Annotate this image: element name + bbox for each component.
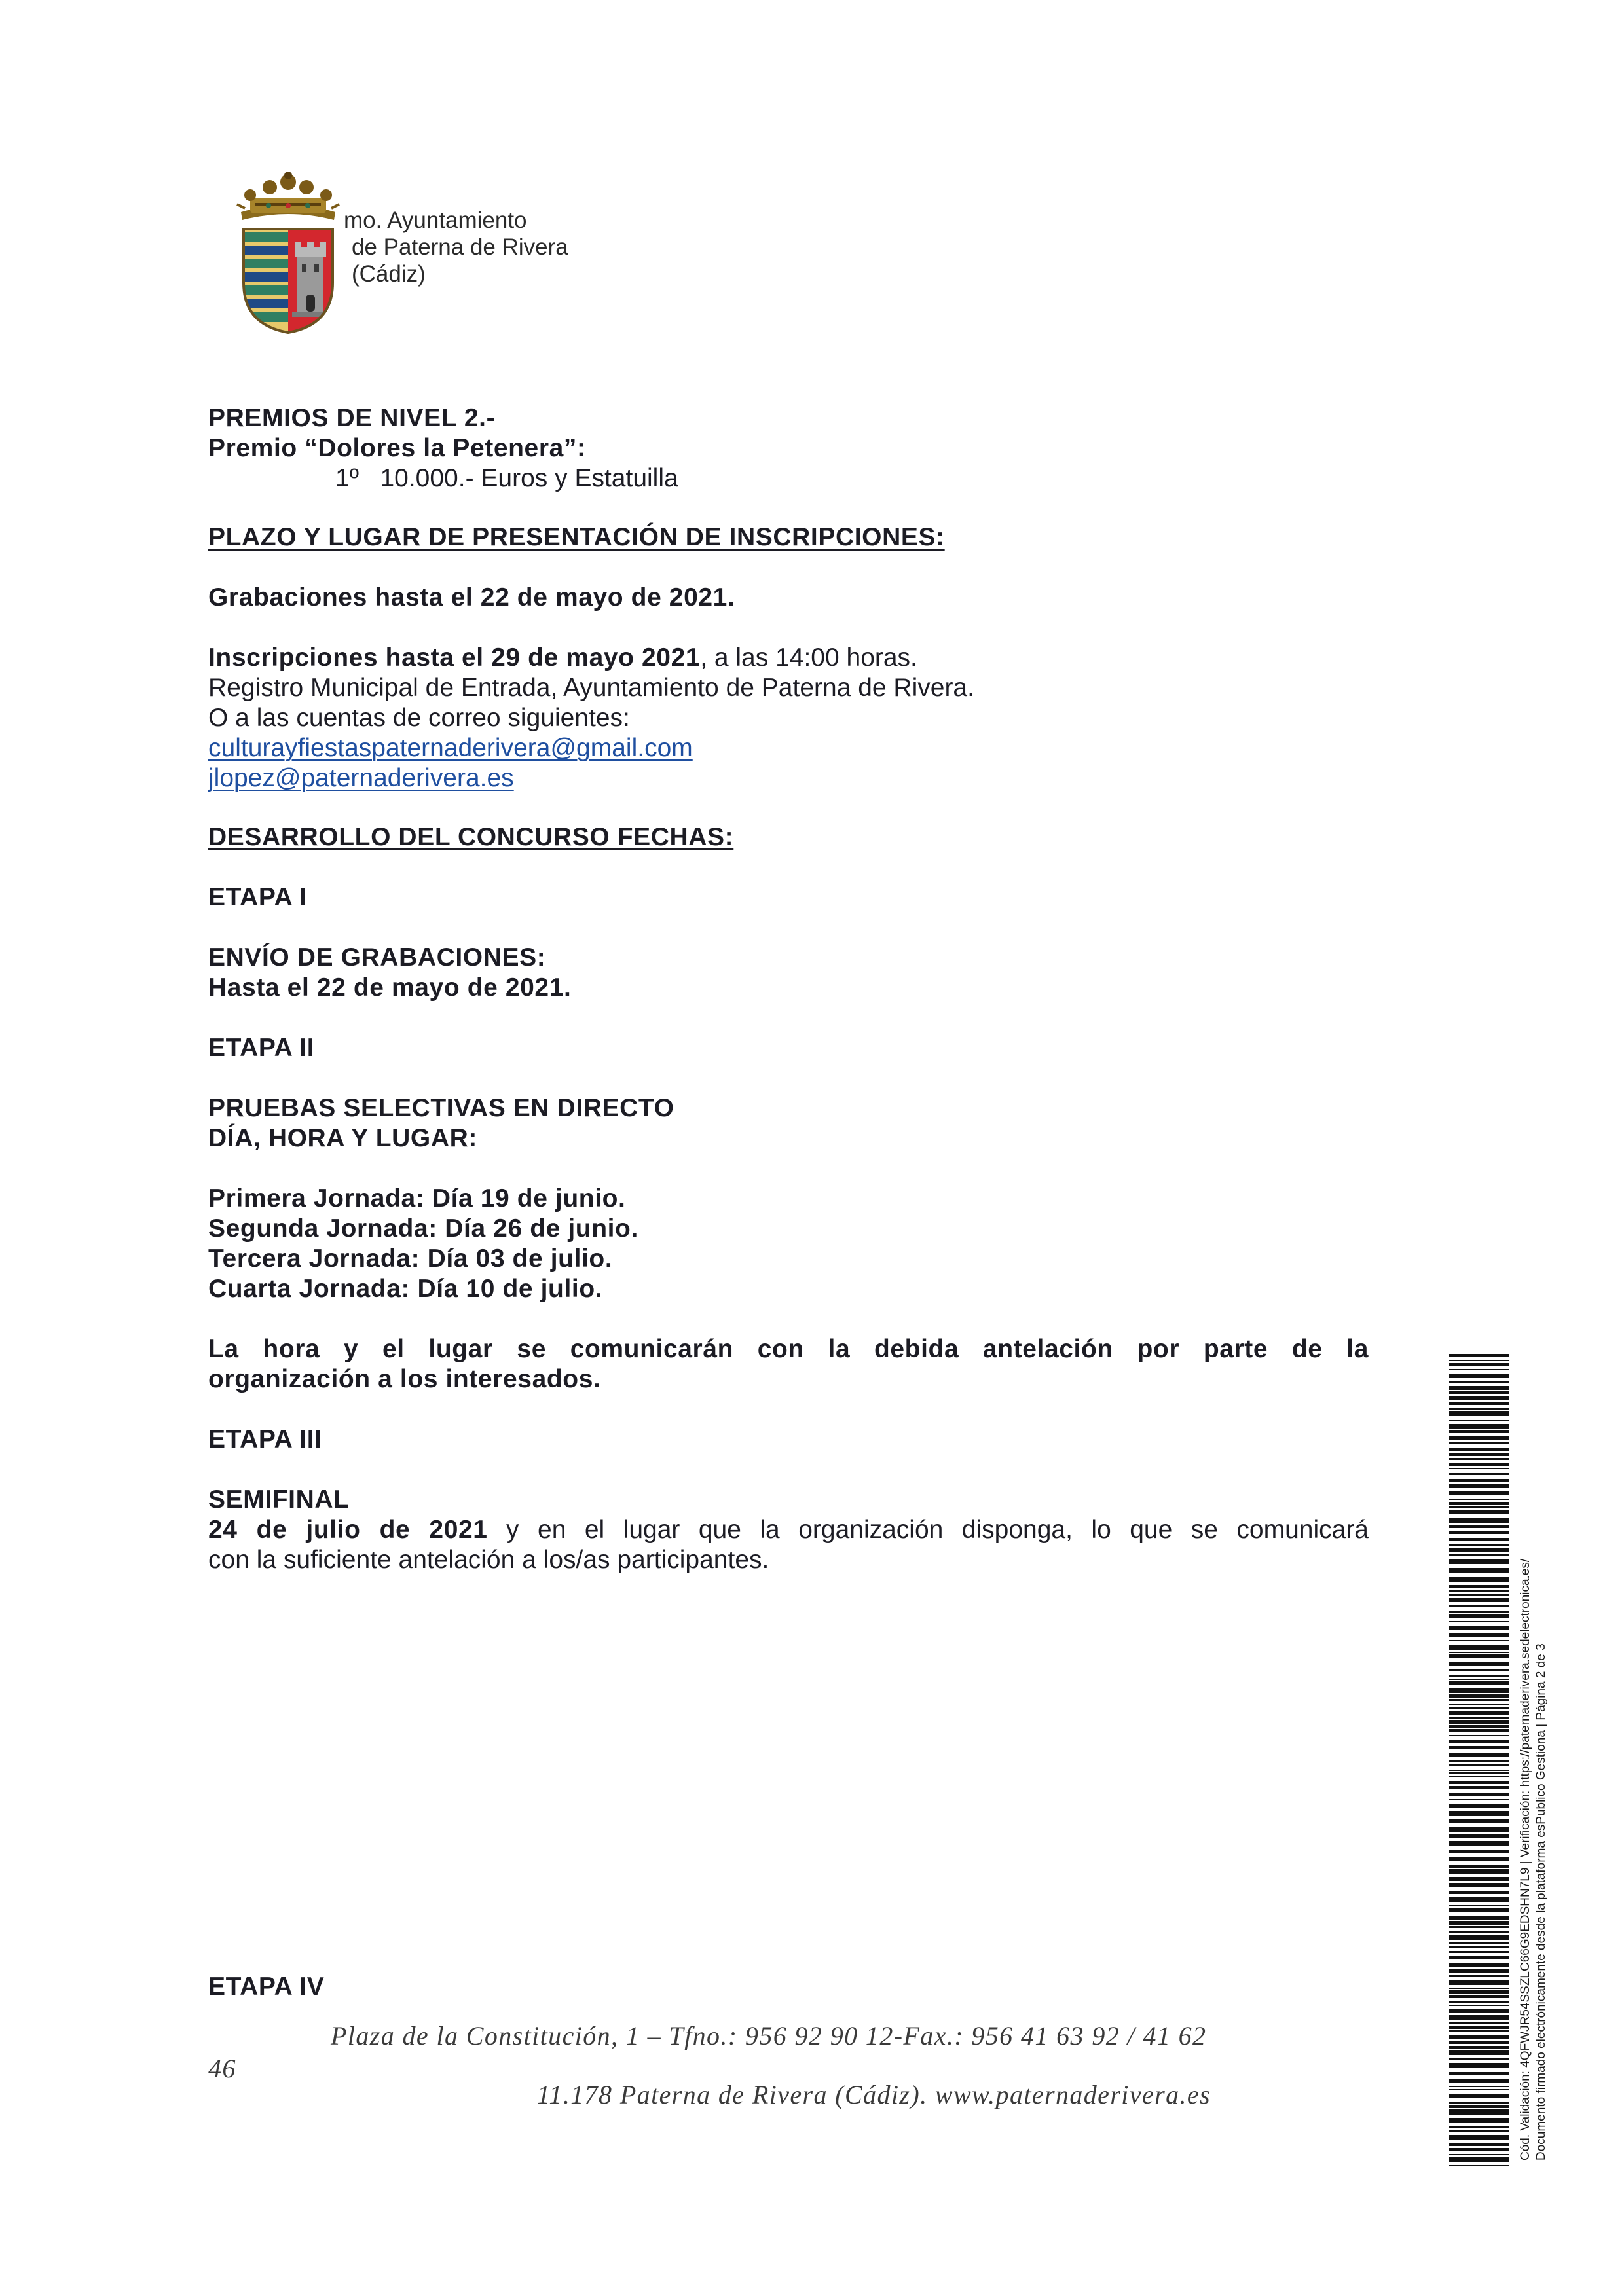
barcode-bar (1449, 1491, 1509, 1495)
barcode-bar (1449, 1675, 1509, 1677)
barcode-bar (1449, 1793, 1509, 1796)
barcode-bar (1449, 2001, 1509, 2003)
barcode-bar (1449, 1857, 1509, 1861)
barcode-bar (1449, 1980, 1509, 1985)
barcode-bar (1449, 1626, 1509, 1630)
barcode-bar (1449, 1717, 1509, 1719)
barcode-bar (1449, 1506, 1509, 1508)
verification-barcode (1449, 1354, 1509, 2166)
pruebas-heading-line-2: DÍA, HORA Y LUGAR: (208, 1124, 477, 1152)
barcode-bar (1449, 1391, 1509, 1394)
barcode-bar (1449, 1827, 1509, 1832)
barcode-bar (1449, 1411, 1509, 1416)
barcode-bar (1449, 1525, 1509, 1528)
barcode-bar (1449, 1908, 1509, 1912)
barcode-bar (1449, 2086, 1509, 2087)
premio-name: Premio “Dolores la Petenera”: (208, 434, 586, 462)
barcode-bar (1449, 1568, 1509, 1573)
barcode-bar (1449, 1891, 1509, 1894)
barcode-bar (1449, 2050, 1509, 2055)
barcode-bar (1449, 1905, 1509, 1906)
barcode-bar (1449, 1577, 1509, 1582)
registro-line: Registro Municipal de Entrada, Ayuntamiento de Paterna de Rivera. (208, 674, 974, 702)
barcode-bar (1449, 1916, 1509, 1920)
letterhead-line-1: mo. Ayuntamiento (344, 208, 527, 233)
barcode-bar (1449, 1396, 1509, 1400)
barcode-bar (1449, 2130, 1509, 2132)
email-link-jlopez[interactable]: jlopez@paternaderivera.es (208, 764, 514, 792)
barcode-bar (1449, 1753, 1509, 1757)
barcode-bar (1449, 1499, 1509, 1500)
semifinal-paragraph (208, 1515, 1369, 1575)
barcode-bar (1449, 1725, 1509, 1728)
barcode-bar (1449, 1931, 1509, 1933)
barcode-bar (1449, 1538, 1509, 1541)
barcode-bar (1449, 1786, 1509, 1789)
barcode-bar (1449, 1781, 1509, 1784)
barcode-bar (1449, 1605, 1509, 1607)
barcode-bar (1449, 1386, 1509, 1390)
barcode-bar (1449, 1799, 1509, 1800)
barcode-bar (1449, 1740, 1509, 1743)
barcode-bar (1449, 1669, 1509, 1671)
inscripciones-line (208, 643, 917, 673)
barcode-bar (1449, 1694, 1509, 1698)
barcode-bar (1449, 2005, 1509, 2006)
etapa-1-heading: ETAPA I (208, 883, 307, 911)
barcode-bar (1449, 2030, 1509, 2032)
barcode-bar (1449, 2105, 1509, 2108)
barcode-bar (1449, 1502, 1509, 1505)
barcode-bar (1449, 1921, 1509, 1925)
barcode-bar (1449, 1720, 1509, 1724)
barcode-bar (1449, 1458, 1509, 1460)
barcode-bar (1449, 2009, 1509, 2013)
barcode-bar (1449, 2094, 1509, 2098)
pruebas-heading-line-1: PRUEBAS SELECTIVAS EN DIRECTO (208, 1094, 674, 1122)
barcode-bar (1449, 2063, 1509, 2068)
barcode-bar (1449, 1468, 1509, 1469)
barcode-bar (1449, 2148, 1509, 2151)
prize-line (335, 464, 678, 494)
barcode-bar (1449, 1926, 1509, 1928)
barcode-bar (1449, 2046, 1509, 2049)
barcode-bar (1449, 1841, 1509, 1846)
barcode-bar (1449, 2157, 1509, 2162)
semifinal-line-1 (208, 1515, 1369, 1545)
cuentas-line: O a las cuentas de correo siguientes: (208, 704, 630, 732)
barcode-bar (1449, 1554, 1509, 1556)
envio-deadline: Hasta el 22 de mayo de 2021. (208, 974, 572, 1002)
barcode-bar (1449, 2165, 1509, 2166)
barcode-bar (1449, 1360, 1509, 1361)
barcode-bar (1449, 1760, 1509, 1762)
barcode-bar (1449, 1510, 1509, 1514)
footer-city-website: 11.178 Paterna de Rivera (Cádiz). www.paternaderivera.es (537, 2080, 1211, 2109)
jornada-1: Primera Jornada: Día 19 de junio. (208, 1184, 626, 1212)
barcode-bar (1449, 1942, 1509, 1944)
barcode-bar (1449, 1819, 1509, 1823)
municipal-coat-of-arms-icon (236, 172, 341, 335)
letterhead-line-3: (Cádiz) (352, 261, 426, 287)
barcode-bar (1449, 1865, 1509, 1868)
barcode-bar (1449, 1770, 1509, 1771)
barcode-bar (1449, 1711, 1509, 1715)
barcode-bar (1449, 2026, 1509, 2029)
barcode-bar (1449, 1585, 1509, 1588)
barcode-bar (1449, 1729, 1509, 1732)
barcode-bar (1449, 2089, 1509, 2090)
barcode-bar (1449, 1946, 1509, 1948)
barcode-bar (1449, 1531, 1509, 1534)
etapa-2-heading: ETAPA II (208, 1034, 315, 1062)
barcode-bar (1449, 2041, 1509, 2044)
barcode-bar (1449, 1614, 1509, 1618)
letterhead (344, 207, 568, 287)
barcode-bar (1449, 1633, 1509, 1637)
barcode-bar (1449, 1621, 1509, 1622)
grabaciones-deadline: Grabaciones hasta el 22 de mayo de 2021. (208, 583, 735, 611)
barcode-bar (1449, 1704, 1509, 1705)
prize-rank: 1º (335, 464, 359, 492)
verification-code-line: Cód. Validación: 4QFWJR54SSZLC66G9EDSHN7L9 | Verificación: https://paternaderivera.sedelectronica.es/ (1519, 1558, 1532, 2160)
semifinal-line-2: con la suficiente antelación a los/as participantes. (208, 1546, 769, 1574)
prize-amount: 10.000.- Euros y Estatuilla (380, 464, 678, 492)
barcode-bar (1449, 1662, 1509, 1666)
etapa-4-heading: ETAPA IV (208, 1973, 325, 2001)
barcode-bar (1449, 2022, 1509, 2024)
barcode-bar (1449, 1430, 1509, 1433)
barcode-bar (1449, 1453, 1509, 1456)
page-number: 46 (208, 2054, 236, 2083)
barcode-bar (1449, 2135, 1509, 2140)
verification-platform-line: Documento firmado electrónicamente desde la plataforma esPublico Gestiona | Página 2 de 3 (1534, 1643, 1548, 2160)
barcode-bar (1449, 2126, 1509, 2128)
barcode-bar (1449, 1463, 1509, 1466)
barcode-bar (1449, 1776, 1509, 1777)
barcode-bar (1449, 1420, 1509, 1421)
plazo-heading: PLAZO Y LUGAR DE PRESENTACIÓN DE INSCRIPCIONES: (208, 523, 945, 551)
barcode-bar (1449, 1559, 1509, 1564)
barcode-bar (1449, 2102, 1509, 2104)
barcode-bar (1449, 1990, 1509, 1994)
barcode-bar (1449, 1850, 1509, 1853)
barcode-bar (1449, 2118, 1509, 2123)
letterhead-line-2: de Paterna de Rivera (352, 234, 568, 260)
barcode-bar (1449, 1544, 1509, 1546)
barcode-bar (1449, 2058, 1509, 2060)
barcode-bar (1449, 1764, 1509, 1766)
barcode-bar (1449, 1811, 1509, 1816)
barcode-bar (1449, 1707, 1509, 1709)
etapa-3-heading: ETAPA III (208, 1425, 322, 1453)
barcode-bar (1449, 1363, 1509, 1366)
barcode-bar (1449, 1681, 1509, 1685)
barcode-bar (1449, 1594, 1509, 1596)
barcode-bar (1449, 1645, 1509, 1650)
barcode-bar (1449, 1374, 1509, 1378)
desarrollo-heading: DESARROLLO DEL CONCURSO FECHAS: (208, 823, 734, 851)
barcode-bar (1449, 1951, 1509, 1953)
footer-address: Plaza de la Constitución, 1 – Tfno.: 956 92 90 12-Fax.: 956 41 63 92 / 41 62 (331, 2021, 1207, 2050)
jornada-4: Cuarta Jornada: Día 10 de julio. (208, 1275, 603, 1303)
verification-text (1518, 1349, 1549, 2160)
barcode-bar (1449, 1381, 1509, 1383)
barcode-bar (1449, 2015, 1509, 2020)
barcode-bar (1449, 1746, 1509, 1749)
barcode-bar (1449, 1969, 1509, 1973)
barcode-bar (1449, 1369, 1509, 1370)
barcode-bar (1449, 1448, 1509, 1451)
barcode-bar (1449, 1975, 1509, 1977)
barcode-bar (1449, 1473, 1509, 1475)
inscripciones-deadline: Inscripciones hasta el 29 de mayo 2021 (208, 644, 701, 672)
inscripciones-time: , a las 14:00 horas. (700, 644, 917, 672)
barcode-bar (1449, 1735, 1509, 1736)
barcode-bar (1449, 2154, 1509, 2155)
barcode-bar (1449, 1883, 1509, 1887)
envio-heading: ENVÍO DE GRABACIONES: (208, 943, 546, 972)
barcode-bar (1449, 1877, 1509, 1881)
barcode-bar (1449, 1640, 1509, 1641)
barcode-bar (1449, 1834, 1509, 1838)
barcode-bar (1449, 2143, 1509, 2146)
barcode-bar (1449, 2109, 1509, 2115)
barcode-bar (1449, 1897, 1509, 1902)
barcode-bar (1449, 1963, 1509, 1967)
barcode-bar (1449, 1679, 1509, 1680)
barcode-bar (1449, 1956, 1509, 1959)
barcode-bar (1449, 2072, 1509, 2075)
barcode-bar (1449, 1484, 1509, 1488)
barcode-bar (1449, 2035, 1509, 2039)
barcode-bar (1449, 1772, 1509, 1774)
barcode-bar (1449, 1424, 1509, 1429)
semifinal-heading: SEMIFINAL (208, 1485, 350, 1514)
barcode-bar (1449, 1611, 1509, 1613)
barcode-bar (1449, 1699, 1509, 1701)
barcode-bar (1449, 1804, 1509, 1808)
barcode-bar (1449, 1548, 1509, 1552)
barcode-bar (1449, 1652, 1509, 1653)
barcode-bar (1449, 1518, 1509, 1523)
barcode-bar (1449, 1654, 1509, 1658)
barcode-bar (1449, 2079, 1509, 2083)
barcode-bar (1449, 1590, 1509, 1592)
barcode-bar (1449, 1408, 1509, 1410)
barcode-bar (1449, 1354, 1509, 1357)
premios-heading: PREMIOS DE NIVEL 2.- (208, 404, 496, 432)
barcode-bar (1449, 1598, 1509, 1602)
barcode-bar (1449, 1402, 1509, 1405)
semifinal-text-1: y en el lugar que la organización disponga, lo que se comunicará (487, 1516, 1369, 1544)
barcode-bar (1449, 1995, 1509, 1998)
jornada-2: Segunda Jornada: Día 26 de junio. (208, 1214, 638, 1243)
barcode-bar (1449, 1436, 1509, 1440)
hora-lugar-line-1: La hora y el lugar se comunicarán con la debida antelación por parte de la (208, 1335, 1369, 1363)
email-link-cultura[interactable]: culturayfiestaspaternaderivera@gmail.com (208, 734, 693, 762)
hora-lugar-line-2: organización a los interesados. (208, 1365, 601, 1393)
barcode-bar (1449, 1442, 1509, 1444)
barcode-bar (1449, 1688, 1509, 1693)
barcode-bar (1449, 1935, 1509, 1940)
semifinal-date: 24 de julio de 2021 (208, 1516, 488, 1544)
barcode-bar (1449, 1479, 1509, 1482)
barcode-bar (1449, 1869, 1509, 1874)
barcode-bar (1449, 1988, 1509, 1989)
jornada-3: Tercera Jornada: Día 03 de julio. (208, 1245, 613, 1273)
